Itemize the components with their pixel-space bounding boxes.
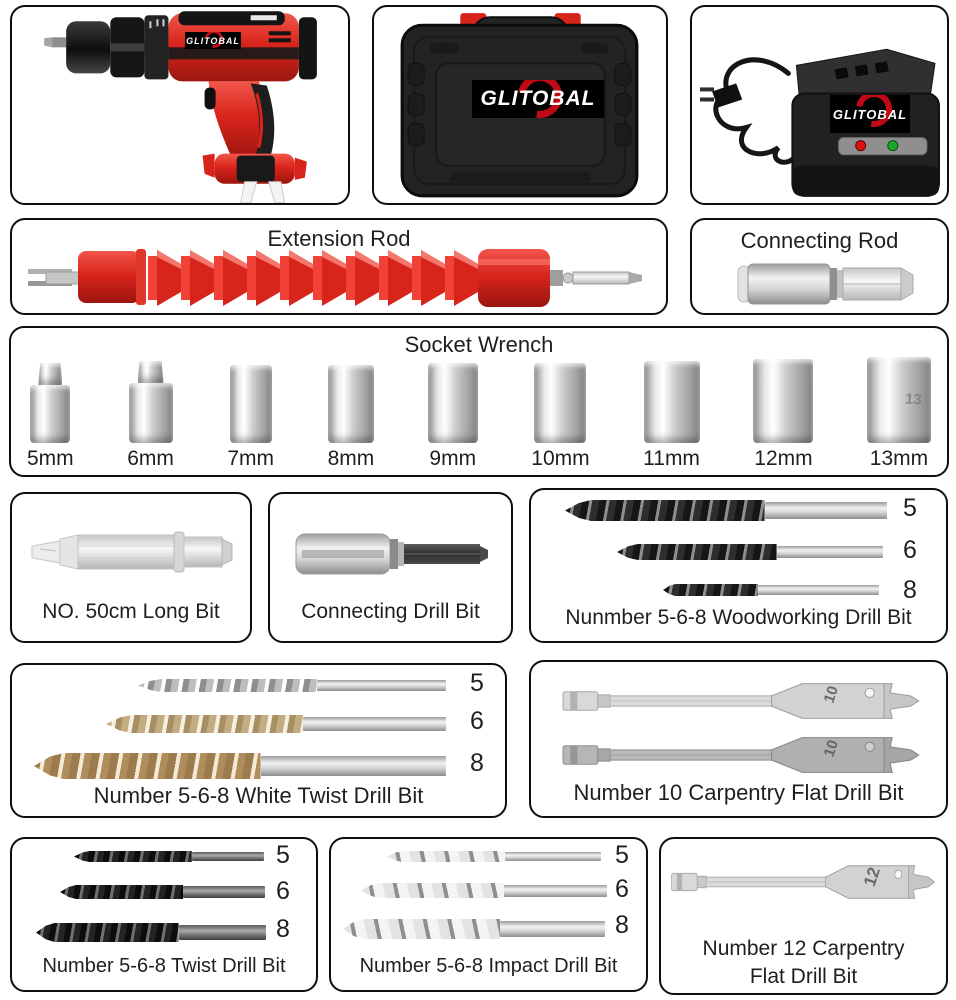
connecting-drill-bit-photo [286, 530, 498, 580]
twist-bits-title: Number 5-6-8 Twist Drill Bit [42, 955, 286, 977]
extension-rod-title: Extension Rod [267, 226, 411, 251]
extension-rod-photo [12, 232, 665, 314]
white-twist-bit-6 [106, 715, 446, 733]
socket-9mm [428, 363, 478, 471]
bit-size-number: 6 [470, 707, 484, 735]
long-bit-panel [10, 492, 252, 643]
socket-size-label: 8mm [327, 447, 375, 470]
socket-7mm [227, 365, 274, 471]
case-panel [372, 5, 668, 205]
socket-size-label: 13mm [869, 447, 929, 470]
impact-bit-8 [343, 919, 605, 939]
long-bit-photo [26, 526, 240, 578]
bit-size-number: 6 [903, 536, 917, 564]
twist-bit-5 [74, 851, 264, 862]
socket-5mm [27, 363, 74, 471]
connecting-drill-bit-panel [268, 492, 513, 643]
white-twist-bit-8 [34, 753, 446, 779]
brand-logo-case [472, 80, 604, 118]
flat-bit-10-title: Number 10 Carpentry Flat Drill Bit [573, 780, 904, 805]
brand-logo-text: GLITOBAL [832, 106, 908, 122]
woodworking-bits-panel [529, 488, 948, 643]
socket-size-label: 11mm [643, 447, 700, 470]
white-twist-bit-5 [138, 679, 446, 692]
bit-size-number: 8 [903, 576, 917, 604]
socket-size-label: 7mm [227, 447, 275, 470]
flat-bit-12-title-line1: Number 12 Carpentry [702, 937, 905, 960]
brand-logo-charger [830, 95, 910, 133]
flat-bit-marking: 12 [860, 864, 884, 889]
bit-size-number: 8 [615, 911, 629, 939]
socket-row [27, 358, 931, 471]
bit-size-number: 5 [615, 841, 629, 869]
connecting-drill-bit-title: Connecting Drill Bit [301, 600, 480, 623]
impact-bit-6 [361, 883, 607, 898]
impact-bits-title: Number 5-6-8 Impact Drill Bit [359, 955, 618, 977]
socket-6mm [127, 361, 174, 471]
brand-logo-text: GLITOBAL [186, 35, 240, 46]
socket-8mm [328, 365, 375, 471]
bit-size-number: 8 [470, 749, 484, 777]
flat-bit-12-photo [670, 861, 942, 903]
connecting-rod-photo [720, 258, 920, 310]
socket-size-label: 9mm [429, 447, 477, 470]
socket-12mm [753, 359, 813, 471]
connecting-rod-panel [690, 218, 949, 315]
flat-bit-marking: 10 [820, 683, 843, 706]
socket-wrench-title: Socket Wrench [404, 332, 554, 357]
socket-size-label: 12mm [754, 447, 813, 470]
connecting-rod-title: Connecting Rod [740, 228, 899, 253]
woodworking-bit-6 [617, 544, 883, 560]
drill-panel [10, 5, 350, 205]
flat-bit-10-photo [561, 732, 929, 778]
impact-bit-5 [387, 851, 601, 862]
bit-size-number: 5 [470, 669, 484, 697]
brand-logo-drill [185, 32, 241, 49]
flat-bit-12-panel [659, 837, 948, 995]
bit-size-number: 5 [903, 494, 917, 522]
bit-size-number: 6 [615, 875, 629, 903]
twist-bits-panel [10, 837, 318, 992]
socket-size-label: 6mm [127, 447, 174, 470]
flat-bit-10-panel [529, 660, 948, 818]
woodworking-bit-8 [663, 584, 879, 596]
socket-11mm [643, 361, 700, 471]
impact-bits-panel [329, 837, 648, 992]
flat-bit-10-photo [561, 678, 929, 724]
bit-size-number: 5 [276, 841, 290, 869]
socket-wrench-panel [9, 326, 949, 477]
extension-rod-panel [10, 218, 668, 315]
woodworking-bit-5 [565, 500, 887, 521]
bit-size-number: 6 [276, 877, 290, 905]
socket-13mm [867, 357, 931, 471]
socket-10mm [531, 363, 589, 471]
white-twist-bits-title: Number 5-6-8 White Twist Drill Bit [93, 783, 424, 808]
flat-bit-12-title-line2: Flat Drill Bit [749, 965, 858, 988]
twist-bit-8 [36, 923, 266, 942]
white-twist-bits-panel [10, 663, 507, 818]
woodworking-bits-title: Nunmber 5-6-8 Woodworking Drill Bit [565, 606, 912, 629]
socket-size-label: 10mm [531, 447, 590, 470]
bit-size-number: 8 [276, 915, 290, 943]
socket-size-label: 5mm [27, 447, 74, 470]
brand-logo-text: GLITOBAL [480, 87, 596, 110]
flat-bit-marking: 10 [820, 737, 843, 760]
charger-panel [690, 5, 949, 205]
long-bit-title: NO. 50cm Long Bit [42, 600, 220, 623]
socket-engraving: 13 [904, 390, 923, 409]
cordless-drill-photo [12, 7, 348, 203]
twist-bit-6 [60, 885, 265, 899]
